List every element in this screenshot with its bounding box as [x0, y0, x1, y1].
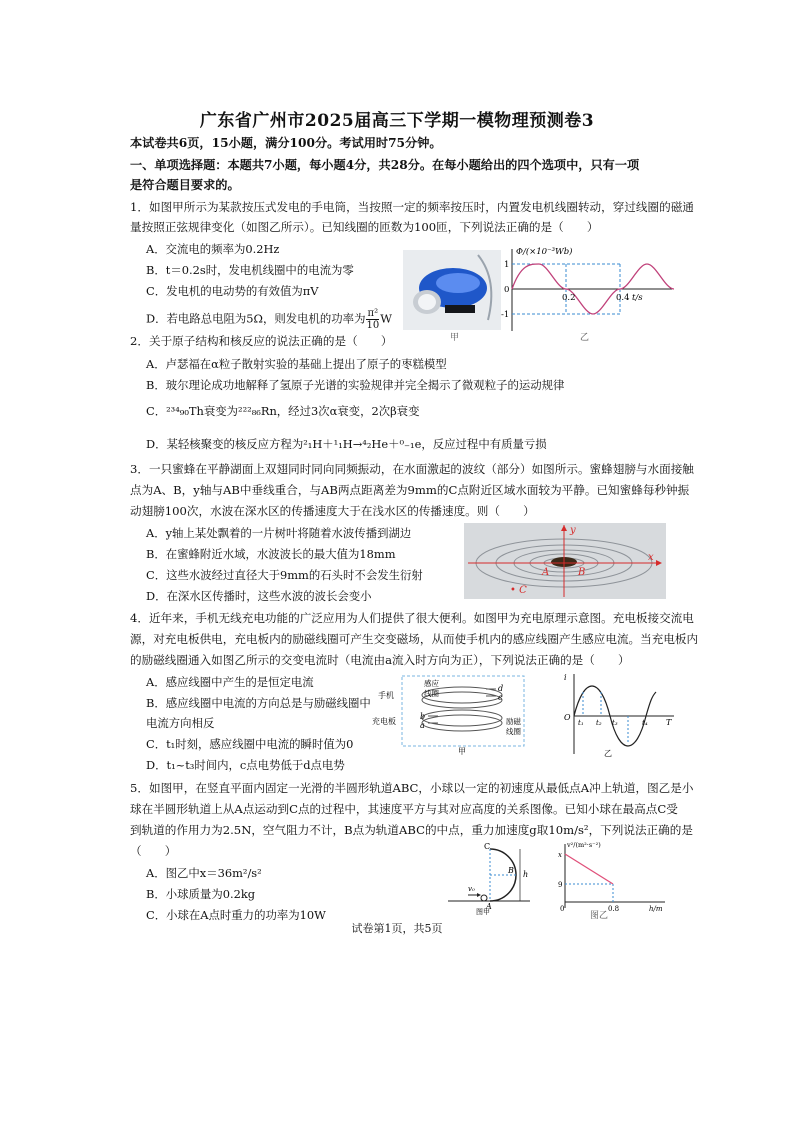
- q1-option-d: D．若电路总电阻为5Ω，则发电机的功率为 $\frac{\text{π²}}{10}$ W: [146, 308, 392, 331]
- q3-option-d: D．在深水区传播时，这些水波的波长会变小: [146, 589, 372, 603]
- q2-option-b: B．玻尔理论成功地解释了氢原子光谱的实验规律并完全揭示了微观粒子的运动规律: [146, 378, 565, 392]
- q4-graph-t2: t₂: [596, 719, 602, 727]
- q1-graph-ylabel: Φ/(×10⁻³Wb): [516, 247, 573, 257]
- q3-point-c: • C: [510, 585, 527, 596]
- q1-stem-2: 量按照正弦规律变化（如图乙所示）。已知线圈的匝数为100匝，下列说法正确的是（ ）: [130, 220, 599, 234]
- page-footer: 试卷第1页，共5页: [351, 922, 443, 935]
- q5-stem-3: 到轨道的作用力为2.5N，空气阻力不计，B点为轨道ABC的中点，重力加速度g取10m/s²，下列说法正确的是: [130, 823, 693, 837]
- q3-stem-2: 点为A、B，y轴与AB中垂线重合，与AB两点距离差为9mm的C点附近区域水面较为平静。已知蜜蜂每秒钟振: [130, 483, 690, 497]
- q5-ball: [481, 895, 487, 901]
- q5-label-h: h: [523, 870, 529, 879]
- q5-v2-line: [565, 854, 613, 884]
- q5-stem-2: 球在半圆形轨道上从A点运动到C点的过程中，其速度平方与其对应高度的关系图像。已知小球在最高点C受: [130, 802, 678, 816]
- q4-current-graph: [560, 672, 678, 758]
- q1-graph-x2: 0.4: [616, 293, 630, 303]
- q1-caption-a: 甲: [450, 333, 460, 343]
- q4-stem-2: 源，对充电板供电，充电板内的励磁线圈可产生交变磁场，从而使手机内的感应线圈产生感应电流。当充电板内: [130, 632, 699, 646]
- q5-graph-nine: 9: [558, 881, 563, 889]
- q1-option-a: A．交流电的频率为0.2Hz: [146, 242, 280, 256]
- q4-option-b-line2: 电流方向相反: [146, 716, 215, 730]
- q4-stem-3: 的励磁线圈通入如图乙所示的交变电流时（电流由a流入时方向为正），下列说法正确的是（ ）: [130, 653, 630, 667]
- q4-graph-t1: t₁: [578, 719, 584, 727]
- q4-label-board: 充电板: [372, 717, 396, 726]
- q3-y-label: y: [570, 525, 576, 536]
- q2-stem: 2．关于原子结构和核反应的说法正确的是（ ）: [130, 334, 393, 348]
- q5-label-a: A: [486, 902, 492, 911]
- q3-point-a: A: [542, 567, 550, 578]
- q1-graph-xunit: t/s: [632, 293, 643, 303]
- q4-graph-o: O: [564, 713, 571, 722]
- q1-graph-origin: 0: [504, 285, 510, 295]
- q5-label-b: B: [508, 866, 514, 875]
- q5-option-c: C．小球在A点时重力的功率为10W: [146, 908, 326, 922]
- q4-terminal-c: c: [498, 693, 503, 702]
- q4-terminal-a: a: [420, 721, 425, 730]
- q3-option-a: A．y轴上某处飘着的一片树叶将随着水波传播到湖边: [146, 526, 412, 540]
- q4-graph-i: i: [564, 673, 567, 682]
- q4-graph-T: T: [666, 718, 672, 727]
- intro: 本试卷共6页，15小题，满分100分。考试用时75分钟。: [130, 136, 442, 150]
- q1-graph-y-top: 1: [504, 260, 510, 270]
- q4-option-c: C．t₁时刻，感应线圈中电流的瞬时值为0: [146, 737, 354, 751]
- q5-track-diagram: [446, 843, 532, 915]
- q4-label-coil1b: 线圈: [424, 689, 439, 698]
- q2-option-c: C．²³⁴₉₀Th衰变为²²²₈₆Rn，经过3次α衰变，2次β衰变: [146, 404, 420, 418]
- q3-option-b: B．在蜜蜂附近水域，水波波长的最大值为18mm: [146, 547, 396, 561]
- section-heading-line1: 一、单项选择题：本题共7小题，每小题4分，共28分。在每小题给出的四个选项中，只有一项: [130, 158, 640, 172]
- q5-graph-hunit: h/m: [649, 905, 663, 913]
- q2-option-d: D．某轻核聚变的核反应方程为²₁H＋¹₁H→⁴₂He＋⁰₋₁e，反应过程中有质量亏损: [146, 437, 547, 451]
- q5-stem-1: 5．如图甲，在竖直平面内固定一光滑的半圆形轨道ABC，小球以一定的初速度从最低点A冲上轨道，图乙是小: [130, 781, 694, 795]
- q5-option-a: A．图乙中x＝36m²/s²: [146, 866, 262, 880]
- q4-coil-diagram: [372, 672, 530, 756]
- q4-graph-t4: t₄: [642, 719, 648, 727]
- q1-flashlight-photo: [403, 250, 501, 330]
- q1-stem-1: 1．如图甲所示为某款按压式发电的手电筒，当按照一定的频率按压时，内置发电机线圈转动，穿过线圈的磁通: [130, 200, 694, 214]
- q4-option-d: D．t₁~t₃时间内，c点电势低于d点电势: [146, 758, 345, 772]
- q3-x-label: x: [648, 552, 654, 563]
- q5-label-c: C: [484, 843, 491, 851]
- q4-label-coil2b: 线圈: [506, 727, 521, 736]
- q3-stem-1: 3．一只蜜蜂在平静湖面上双翅同时同向同频振动，在水面激起的波纹（部分）如图所示。蜜蜂翅膀与水面接触: [130, 462, 694, 476]
- q1-graph-y-bot: -1: [501, 310, 510, 320]
- q4-option-b-line1: B．感应线圈中电流的方向总是与励磁线圈中: [146, 696, 371, 710]
- q4-terminal-d: d: [498, 684, 504, 693]
- page-title: 广东省广州市2025届高三下学期一模物理预测卷3: [199, 111, 595, 131]
- q4-graph-t3: t₃: [612, 719, 618, 727]
- q1-d-numerator: π²: [367, 308, 379, 319]
- q5-graph-ylabel: v²/(m²·s⁻²): [567, 841, 601, 849]
- section-heading-line2: 是符合题目要求的。: [130, 178, 240, 192]
- q5-graph-zero: 0: [560, 905, 565, 913]
- q4-option-a: A．感应线圈中产生的是恒定电流: [146, 675, 314, 689]
- q5-caption-b: 图乙: [590, 911, 609, 921]
- q3-ripple-photo: [464, 523, 666, 599]
- q5-graph-x08: 0.8: [608, 905, 620, 913]
- q3-option-c: C．这些水波经过直径大于9mm的石头时不会发生衍射: [146, 568, 423, 582]
- q1-option-b: B．t＝0.2s时，发电机线圈中的电流为零: [146, 263, 354, 277]
- q4-terminal-b: b: [420, 712, 426, 721]
- q3-point-b: B: [578, 567, 586, 578]
- q1-graph-x1: 0.2: [562, 293, 576, 303]
- q4-caption-b: 乙: [604, 749, 612, 758]
- q3-stem-3: 动翅膀100次，水波在深水区的传播速度大于在浅水区的传播速度。则（ ）: [130, 504, 535, 518]
- q1-option-c: C．发电机的电动势的有效值为πV: [146, 284, 319, 298]
- q4-label-phone: 手机: [378, 691, 394, 700]
- q5-caption-a: 图甲: [476, 908, 490, 915]
- q1-flux-graph: [500, 245, 680, 337]
- q5-v2-graph: [553, 840, 671, 916]
- q5-label-v0: v₀: [468, 885, 475, 893]
- q5-stem-4: （ ）: [130, 844, 177, 858]
- q4-label-coil2a: 励磁: [506, 717, 521, 726]
- q4-stem-1: 4．近年来，手机无线充电功能的广泛应用为人们提供了很大便利。如图甲为充电原理示意图。充电板接交流电: [130, 611, 694, 625]
- q4-label-coil1a: 感应: [424, 679, 439, 688]
- q5-graph-x-value: x: [558, 851, 562, 859]
- q5-option-b: B．小球质量为0.2kg: [146, 887, 256, 901]
- q1-caption-b: 乙: [580, 333, 590, 343]
- q2-option-a: A．卢瑟福在α粒子散射实验的基础上提出了原子的枣糕模型: [146, 357, 447, 371]
- q1-d-denominator: 10: [366, 320, 380, 331]
- q4-caption-a: 甲: [458, 747, 466, 756]
